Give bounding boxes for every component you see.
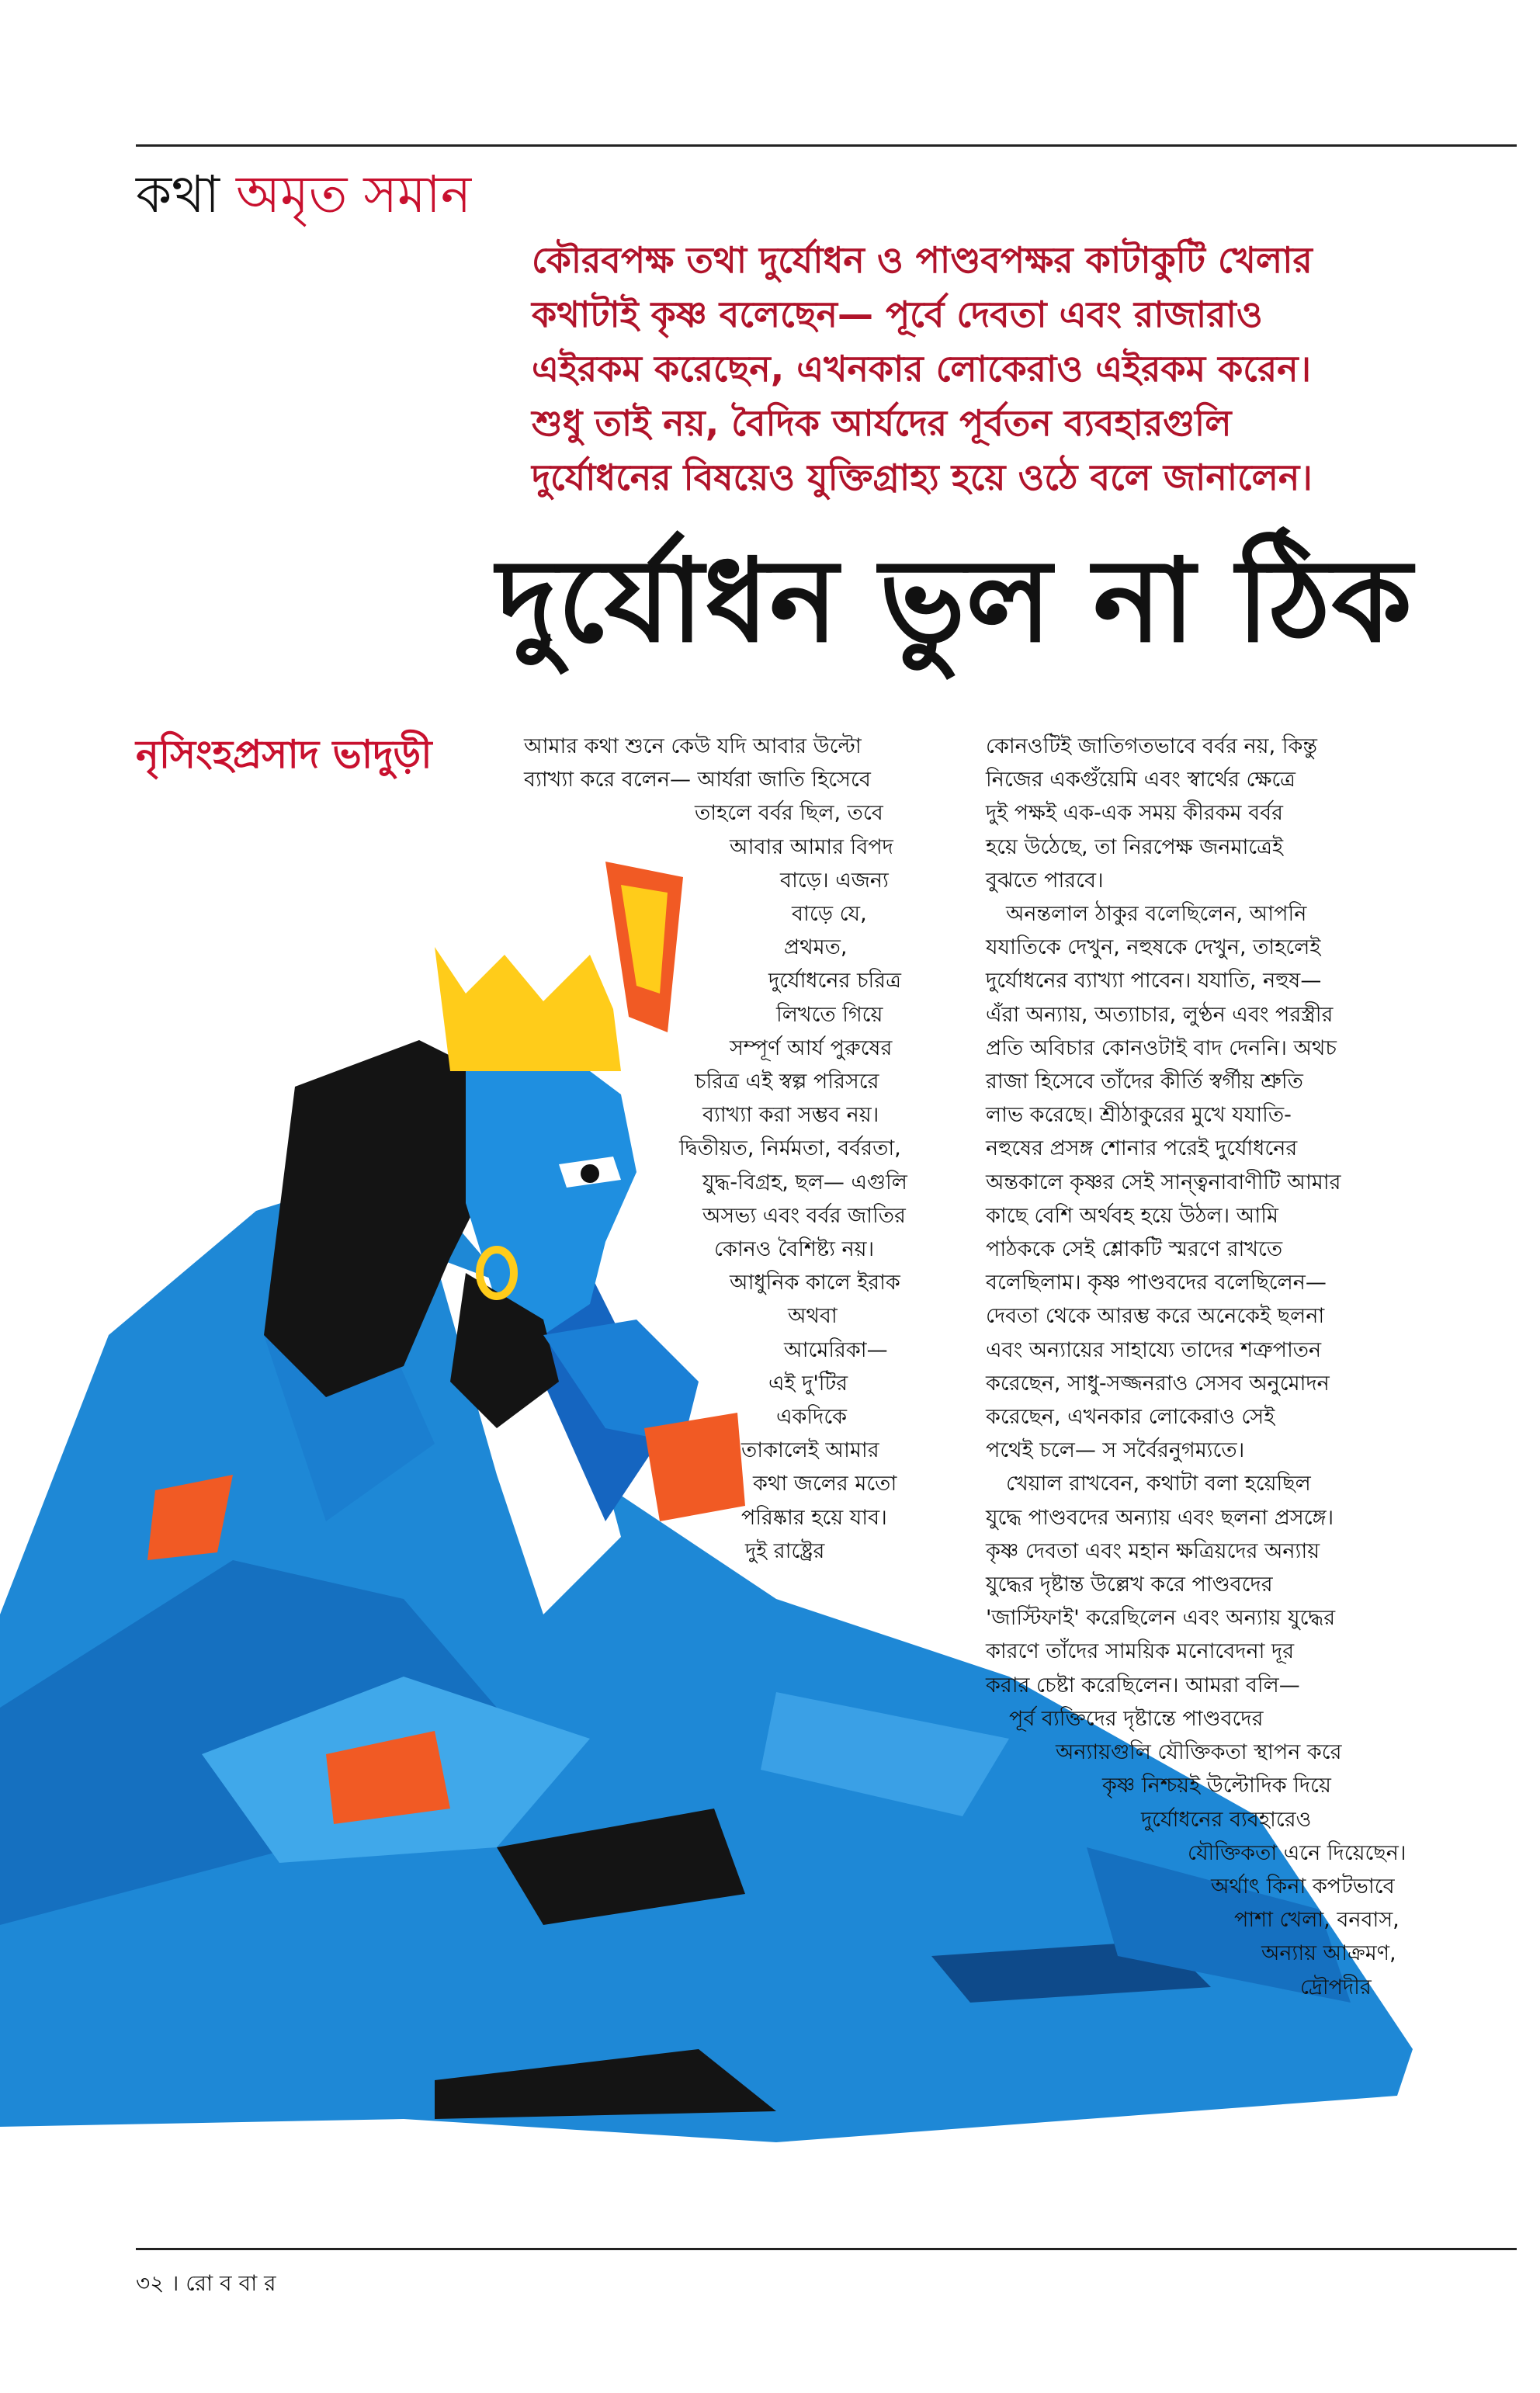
body-line: অনন্তলাল ঠাকুর বলেছিলেন, আপনি [1006, 902, 1307, 927]
body-line: অর্থাৎ কিনা কপটভাবে [1211, 1874, 1395, 1899]
article-headline: দুর্যোধন ভুল না ঠিক [497, 534, 1413, 668]
body-line: কারণে তাঁদের সাময়িক মনোবেদনা দূর [986, 1639, 1295, 1664]
body-line: তাহলে বর্বর ছিল, তবে [695, 801, 883, 826]
body-line: হয়ে উঠেছে, তা নিরপেক্ষ জনমাত্রেই [986, 834, 1284, 859]
body-line: অথবা [788, 1304, 838, 1329]
body-line: চরিত্র এই স্বল্প পরিসরে [695, 1070, 879, 1094]
author-byline: নৃসিংহপ্রসাদ ভাদুড়ী [136, 732, 432, 777]
body-line: অন্যায়গুলি যৌক্তিকতা স্থাপন করে [1056, 1740, 1342, 1765]
intro-line: কৌরবপক্ষ তথা দুর্যোধন ও পাণ্ডবপক্ষর কাটাকুটি খেলার [532, 239, 1313, 281]
body-line: করেছেন, সাধু-সজ্জনরাও সেসব অনুমোদন [986, 1371, 1330, 1396]
body-line: এই দু'টির [768, 1371, 848, 1396]
body-line: পাশা খেলা, বনবাস, [1234, 1908, 1400, 1933]
body-line: পরিষ্কার হয়ে যাব। [741, 1505, 887, 1530]
body-line: বাড়ে। এজন্য [780, 868, 889, 893]
body-line: লিখতে গিয়ে [776, 1002, 883, 1027]
section-label-red: অমৃত সমান [236, 165, 472, 224]
body-line: প্রতি অবিচার কোনওটাই বাদ দেননি। অথচ [986, 1035, 1337, 1060]
body-line: দ্রৌপদীর [1300, 1975, 1372, 1999]
intro-line: এইরকম করেছেন, এখনকার লোকেরাও এইরকম করেন। [532, 348, 1312, 390]
body-line: আমার কথা শুনে কেউ যদি আবার উল্টো [524, 734, 862, 758]
body-line: যুদ্ধের দৃষ্টান্ত উল্লেখ করে পাণ্ডবদের [986, 1573, 1273, 1597]
body-line: যৌক্তিকতা এনে দিয়েছেন। [1188, 1840, 1406, 1865]
body-line: বলেছিলাম। কৃষ্ণ পাণ্ডবদের বলেছিলেন— [986, 1271, 1327, 1295]
intro-line: কথাটাই কৃষ্ণ বলেছেন— পূর্বে দেবতা এবং রাজারাও [532, 293, 1263, 335]
body-line: করার চেষ্টা করেছিলেন। আমরা বলি— [986, 1673, 1300, 1698]
bottom-rule [136, 2248, 1517, 2250]
body-line: এঁরা অন্যায়, অত্যাচার, লুণ্ঠন এবং পরস্ত্রীর [986, 1002, 1334, 1027]
body-line: অন্যায় আক্রমণ, [1261, 1941, 1396, 1966]
intro-paragraph [532, 233, 1510, 505]
body-line: করেছেন, এখনকার লোকেরাও সেই [986, 1405, 1275, 1430]
body-line: যুদ্ধ-বিগ্রহ, ছল— এগুলি [702, 1170, 907, 1195]
body-line: 'জাস্টিফাই' করেছিলেন এবং অন্যায় যুদ্ধের [986, 1606, 1336, 1631]
body-line: পাঠককে সেই শ্লোকটি স্মরণে রাখতে [986, 1237, 1283, 1262]
body-line: কোনও বৈশিষ্ট্য নয়। [714, 1237, 875, 1262]
body-line: তাকালেই আমার [741, 1438, 879, 1463]
body-line: আধুনিক কালে ইরাক [730, 1271, 900, 1295]
body-line: দুর্যোধনের ব্যাখ্যা পাবেন। যযাতি, নহুষ— [986, 969, 1322, 994]
body-line: দুর্যোধনের ব্যবহারেও [1141, 1807, 1312, 1832]
body-line: যুদ্ধে পাণ্ডবদের অন্যায় এবং ছলনা প্রসঙ্গে। [986, 1505, 1334, 1530]
body-line: একদিকে [776, 1405, 848, 1430]
body-line: প্রথমত, [784, 935, 848, 960]
section-label [136, 165, 472, 224]
body-line: পথেই চলে— স সর্বৈরনুগম্যতে। [986, 1438, 1245, 1463]
body-line: দুই রাষ্ট্রের [745, 1538, 825, 1563]
body-line: এবং অন্যায়ের সাহায্যে তাদের শত্রুপাতন [986, 1337, 1322, 1362]
body-line: কৃষ্ণ দেবতা এবং মহান ক্ষত্রিয়দের অন্যায় [986, 1538, 1320, 1563]
body-line: ব্যাখ্যা করে বলেন— আর্যরা জাতি হিসেবে [524, 768, 871, 792]
body-line: ব্যাখ্যা করা সম্ভব নয়। [702, 1103, 879, 1128]
intro-line: শুধু তাই নয়, বৈদিক আর্যদের পূর্বতন ব্যবহারগুলি [532, 402, 1232, 444]
article-column-2 [986, 730, 1490, 2004]
article-column-1 [388, 730, 955, 1568]
top-rule [136, 144, 1517, 147]
body-line: দুই পক্ষই এক-এক সময় কীরকম বর্বর [986, 801, 1283, 826]
body-line: খেয়াল রাখবেন, কথাটা বলা হয়েছিল [1006, 1472, 1311, 1496]
body-line: পূর্ব ব্যক্তিদের দৃষ্টান্তে পাণ্ডবদের [1009, 1706, 1264, 1731]
body-line: রাজা হিসেবে তাঁদের কীর্তি স্বর্গীয় শ্রুতি [986, 1070, 1303, 1094]
magazine-name: রো ব বা র [186, 2270, 276, 2296]
body-line: যযাতিকে দেখুন, নহুষকে দেখুন, তাহলেই [986, 935, 1321, 960]
body-line: দ্বিতীয়ত, নির্মমতা, বর্বরতা, [679, 1136, 901, 1161]
body-line: আমেরিকা— [784, 1337, 888, 1362]
intro-line: দুর্যোধনের বিষয়েও যুক্তিগ্রাহ্য হয়ে ওঠে বলে জানালেন। [532, 456, 1313, 498]
body-line: অসভ্য এবং বর্বর জাতির [702, 1203, 906, 1228]
body-line: বাড়ে যে, [792, 902, 867, 927]
body-line: লাভ করেছে। শ্রীঠাকুরের মুখে যযাতি- [986, 1103, 1292, 1128]
page-folio [136, 2266, 276, 2303]
body-line: দেবতা থেকে আরম্ভ করে অনেকেই ছলনা [986, 1304, 1325, 1329]
body-line: সম্পূর্ণ আর্য পুরুষের [730, 1035, 893, 1060]
folio-separator: । [171, 2270, 179, 2296]
body-line: আবার আমার বিপদ [730, 834, 893, 859]
body-line: নিজের একগুঁয়েমি এবং স্বার্থের ক্ষেত্রে [986, 768, 1296, 792]
page-number: ৩২ [136, 2270, 165, 2296]
body-line: কথা জলের মতো [753, 1472, 897, 1496]
body-line: কৃষ্ণ নিশ্চয়ই উল্টোদিক দিয়ে [1102, 1774, 1331, 1798]
body-line: বুঝতে পারবে। [986, 868, 1104, 893]
body-line: নহুষের প্রসঙ্গ শোনার পরেই দুর্যোধনের [986, 1136, 1298, 1161]
section-label-black: কথা [136, 165, 220, 224]
body-line: অন্তকালে কৃষ্ণর সেই সান্ত্বনাবাণীটি আমার [986, 1170, 1341, 1195]
body-line: কাছে বেশি অর্থবহ হয়ে উঠল। আমি [986, 1203, 1278, 1228]
body-line: দুর্যোধনের চরিত্র [768, 969, 901, 994]
body-line: কোনওটিই জাতিগতভাবে বর্বর নয়, কিন্তু [986, 734, 1317, 758]
